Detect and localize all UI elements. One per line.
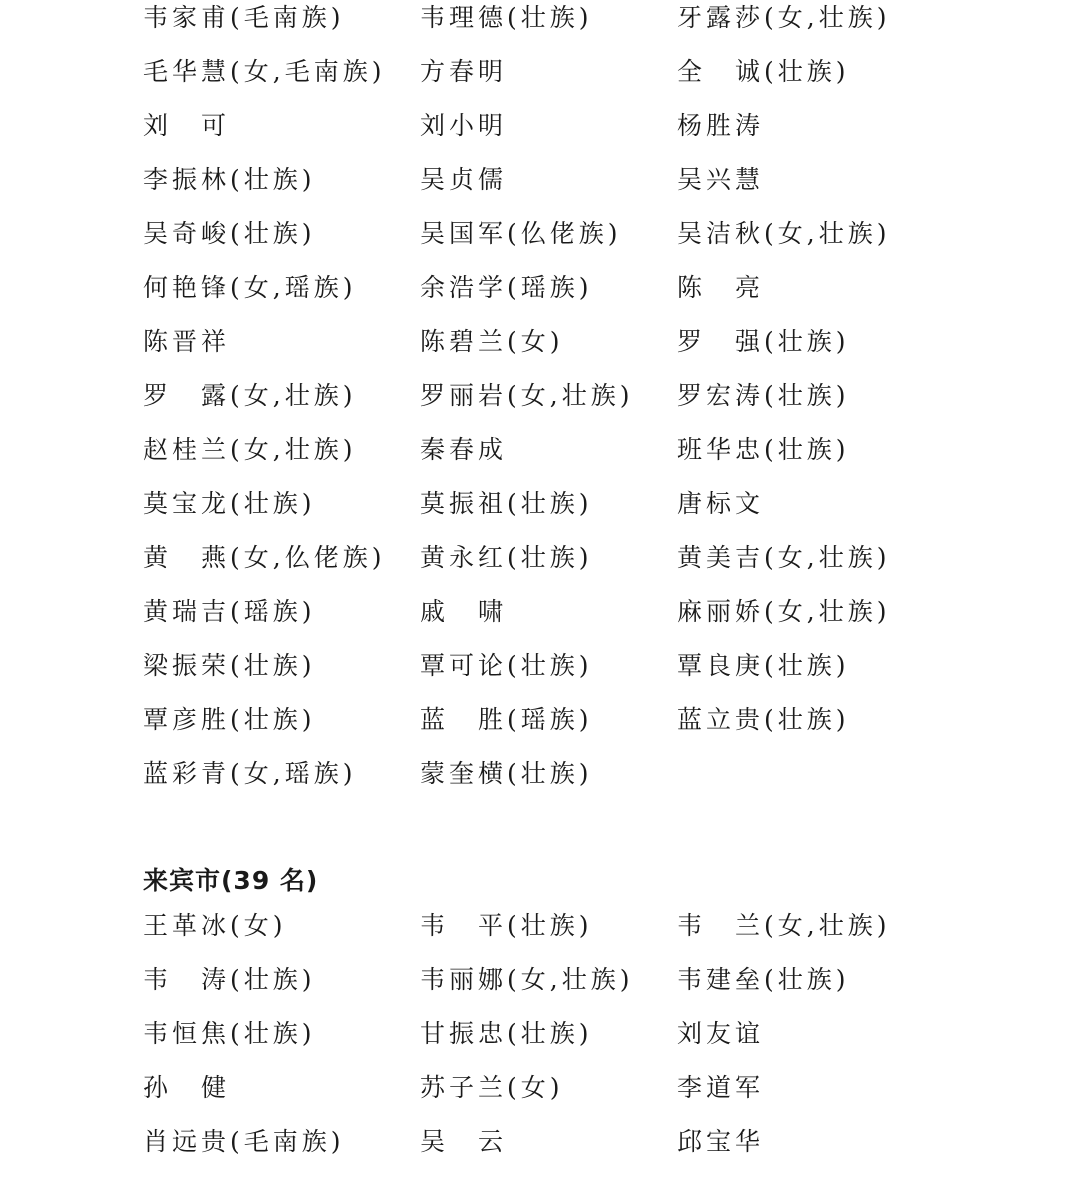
name-entry: 毛华慧(女,毛南族)	[143, 57, 386, 86]
name-entry: 韦恒焦(壮族)	[143, 1019, 316, 1048]
name-entry: 牙露莎(女,壮族)	[677, 3, 891, 32]
name-entry: 李振林(壮族)	[143, 165, 316, 194]
name-entry: 莫宝龙(壮族)	[143, 489, 316, 518]
name-row	[143, 0, 1003, 54]
name-row	[143, 702, 1003, 756]
name-row	[143, 594, 1003, 648]
name-row	[143, 378, 1003, 432]
name-row	[143, 908, 1003, 962]
name-entry: 陈碧兰(女)	[420, 327, 564, 356]
name-entry: 秦春成	[420, 435, 508, 464]
name-entry: 全 诚(壮族)	[677, 57, 850, 86]
name-entry: 王革冰(女)	[143, 911, 287, 940]
name-entry: 吴国军(仫佬族)	[420, 219, 622, 248]
name-entry: 甘振忠(壮族)	[420, 1019, 593, 1048]
name-entry: 莫振祖(壮族)	[420, 489, 593, 518]
name-entry: 刘 可	[143, 111, 231, 140]
name-row	[143, 962, 1003, 1016]
name-entry: 蒙奎横(壮族)	[420, 759, 593, 788]
name-entry: 李道军	[677, 1073, 765, 1102]
name-entry: 戚 啸	[420, 597, 508, 626]
name-entry: 吴兴慧	[677, 165, 765, 194]
name-entry: 覃良庚(壮族)	[677, 651, 850, 680]
name-row	[143, 1124, 1003, 1178]
name-row	[143, 162, 1003, 216]
name-list-laibin	[143, 908, 1003, 1178]
name-list-top	[143, 0, 1003, 810]
name-entry: 韦 平(壮族)	[420, 911, 593, 940]
name-entry: 韦丽娜(女,壮族)	[420, 965, 634, 994]
name-entry: 罗 强(壮族)	[677, 327, 850, 356]
name-entry: 蓝彩青(女,瑶族)	[143, 759, 357, 788]
name-row	[143, 432, 1003, 486]
name-entry: 苏子兰(女)	[420, 1073, 564, 1102]
name-entry: 韦 涛(壮族)	[143, 965, 316, 994]
name-row	[143, 54, 1003, 108]
name-entry: 覃可论(壮族)	[420, 651, 593, 680]
name-row	[143, 1016, 1003, 1070]
name-entry: 罗丽岩(女,壮族)	[420, 381, 634, 410]
name-entry: 韦建垒(壮族)	[677, 965, 850, 994]
name-entry: 罗宏涛(壮族)	[677, 381, 850, 410]
name-entry: 吴洁秋(女,壮族)	[677, 219, 891, 248]
name-row	[143, 756, 1003, 810]
name-entry: 梁振荣(壮族)	[143, 651, 316, 680]
name-row	[143, 648, 1003, 702]
name-row	[143, 324, 1003, 378]
name-entry: 方春明	[420, 57, 508, 86]
name-entry: 吴贞儒	[420, 165, 508, 194]
name-entry: 黄 燕(女,仫佬族)	[143, 543, 386, 572]
name-entry: 蓝 胜(瑶族)	[420, 705, 593, 734]
name-entry: 孙 健	[143, 1073, 231, 1102]
section-heading-laibin: 来宾市(39 名)	[143, 866, 319, 895]
name-entry: 班华忠(壮族)	[677, 435, 850, 464]
name-entry: 杨胜涛	[677, 111, 765, 140]
name-row	[143, 486, 1003, 540]
name-entry: 韦理德(壮族)	[420, 3, 593, 32]
name-row	[143, 1070, 1003, 1124]
name-entry: 陈晋祥	[143, 327, 231, 356]
name-entry: 韦 兰(女,壮族)	[677, 911, 891, 940]
name-entry: 黄瑞吉(瑶族)	[143, 597, 316, 626]
name-entry: 刘友谊	[677, 1019, 765, 1048]
name-entry: 何艳锋(女,瑶族)	[143, 273, 357, 302]
name-entry: 韦家甫(毛南族)	[143, 3, 345, 32]
name-row	[143, 108, 1003, 162]
name-entry: 黄永红(壮族)	[420, 543, 593, 572]
name-entry: 麻丽娇(女,壮族)	[677, 597, 891, 626]
name-entry: 蓝立贵(壮族)	[677, 705, 850, 734]
name-entry: 吴奇峻(壮族)	[143, 219, 316, 248]
name-entry: 吴 云	[420, 1127, 508, 1156]
name-entry: 黄美吉(女,壮族)	[677, 543, 891, 572]
name-row	[143, 216, 1003, 270]
name-entry: 罗 露(女,壮族)	[143, 381, 357, 410]
name-entry: 邱宝华	[677, 1127, 765, 1156]
name-entry: 余浩学(瑶族)	[420, 273, 593, 302]
name-entry: 肖远贵(毛南族)	[143, 1127, 345, 1156]
name-entry: 唐标文	[677, 489, 765, 518]
name-entry: 刘小明	[420, 111, 508, 140]
name-entry: 覃彦胜(壮族)	[143, 705, 316, 734]
name-entry: 陈 亮	[677, 273, 765, 302]
name-row	[143, 540, 1003, 594]
name-row	[143, 270, 1003, 324]
name-entry: 赵桂兰(女,壮族)	[143, 435, 357, 464]
